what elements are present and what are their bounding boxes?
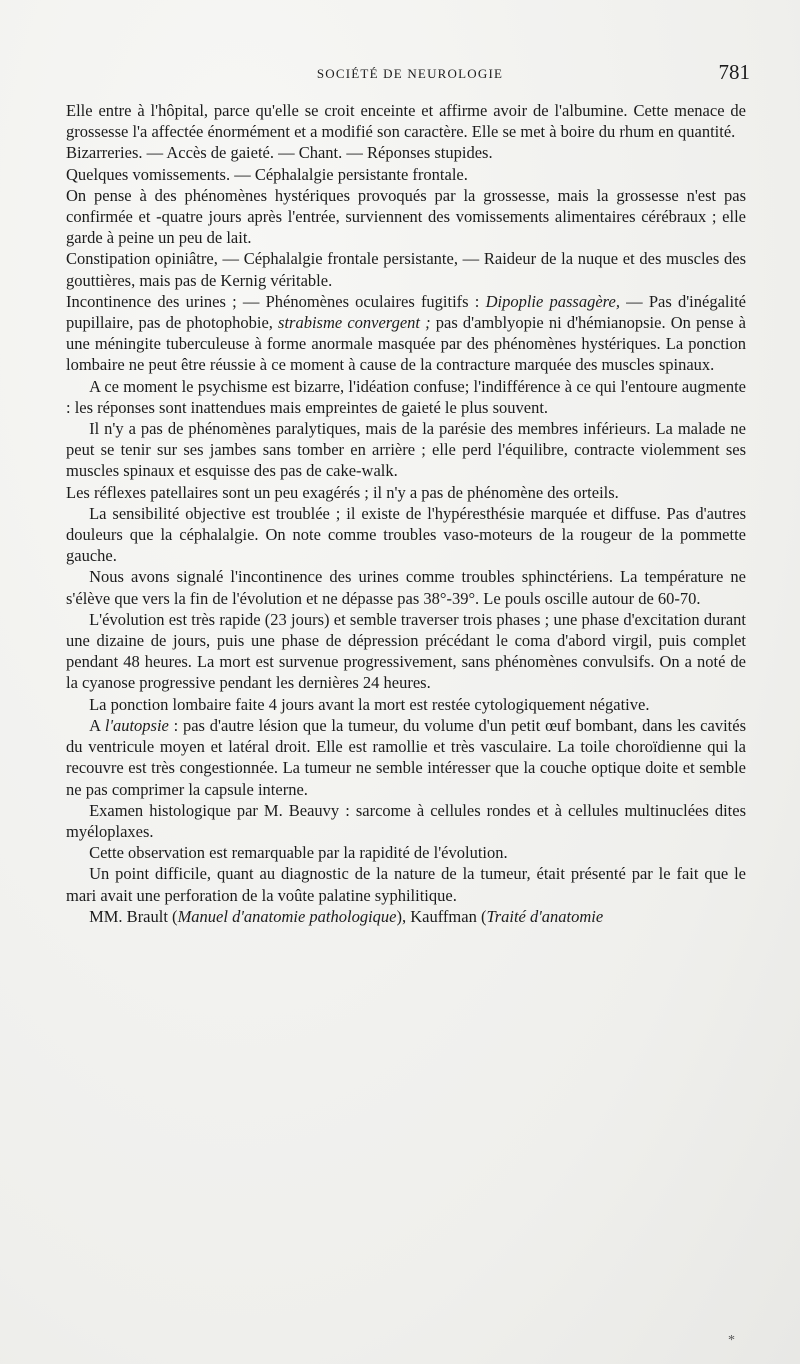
- italic-run: Manuel d'anatomie pathologique: [177, 906, 397, 926]
- text-run: : pas d'autre lésion que la tumeur, du volume d'un petit œuf bombant, dans les cavités du ventricule moyen et latéral droit. Elle est ramollie et très vasculaire. La toile choroïdienne qui la recouvre est très congestionnée. La tumeur ne semble intéresser que la couche optique doite et semble ne pas comprimer la capsule interne.: [66, 715, 746, 799]
- paragraph: La ponction lombaire faite 4 jours avant la mort est restée cytologiquement négative.: [89, 694, 650, 714]
- italic-run: strabisme convergent ;: [278, 313, 431, 333]
- paragraph: A ce moment le psychisme est bizarre, l'idéation confuse; l'indifférence à ce qui l'entoure augmente : les réponses sont inattendues mais empreintes de gaieté le plus souvent.: [66, 376, 746, 417]
- italic-run: Dipoplie passagère,: [485, 291, 620, 311]
- footer-mark: *: [728, 1333, 735, 1348]
- text-run: MM. Brault (: [89, 906, 178, 926]
- italic-run: l'autopsie: [104, 715, 169, 735]
- running-header: [70, 60, 750, 90]
- paragraph: [66, 906, 746, 927]
- paragraph: [66, 715, 746, 800]
- paragraph: Examen histologique par M. Beauvy : sarcome à cellules rondes et à cellules multinuclées dites myéloplaxes.: [66, 800, 746, 841]
- paragraph: Il n'y a pas de phénomènes paralytiques, mais de la parésie des membres inférieurs. La malade ne peut se tenir sur ses jambes sans tomber en arrière ; elle perd l'équilibre, contracte violemment ses muscles spinaux et esquisse des pas de cake-walk.: [66, 419, 746, 481]
- paragraph: La sensibilité objective est troublée ; il existe de l'hypéresthésie marquée et diffuse. Pas d'autres douleurs que la céphalalgie. On note comme troubles vaso-moteurs de la rougeur de la pommette gauche.: [66, 503, 746, 566]
- paragraph: L'évolution est très rapide (23 jours) et semble traverser trois phases ; une phase d'excitation durant une dizaine de jours, puis une phase de dépression précédant le coma d'abord virgil, puis complet pendant 48 heures. La mort est survenue progressivement, sans phénomènes convulsifs. On a noté de la cyanose progressive pendant les dernières 24 heures.: [66, 609, 746, 693]
- paragraph: On pense à des phénomènes hystériques provoqués par la grossesse, mais la grossesse n'est pas confirmée et -quatre jours après l'entrée, surviennent des vomissements alimentaires cérébraux ; elle garde à peine un peu de lait.: [66, 185, 746, 248]
- paragraph: Les réflexes patellaires sont un peu exagérés ; il n'y a pas de phénomène des orteils.: [66, 482, 619, 502]
- body-text: [66, 100, 746, 927]
- paragraph: Un point difficile, quant au diagnostic de la nature de la tumeur, était présenté par le fait que le mari avait une perforation de la voûte palatine syphilitique.: [66, 864, 746, 905]
- paragraph: Quelques vomissements. — Céphalalgie persistante frontale.: [66, 164, 468, 184]
- paragraph: Elle entre à l'hôpital, parce qu'elle se croit enceinte et affirme avoir de l'albumine. Cette menace de grossesse l'a affectée énormément et a modifié son caractère. Elle se met à boire du rhum en quantité.: [66, 101, 746, 142]
- text-run: ), Kauffman (: [396, 906, 487, 926]
- paragraph: Nous avons signalé l'incontinence des urines comme troubles sphinctériens. La température ne s'élève que vers la fin de l'évolution et ne dépasse pas 38°-39°. Le pouls oscille autour de 60-70.: [66, 567, 746, 608]
- text-run: Incontinence des urines ; — Phénomènes oculaires fugitifs :: [66, 291, 486, 311]
- paragraph: Bizarreries. — Accès de gaieté. — Chant. — Réponses stupides.: [66, 143, 493, 163]
- header-title: SOCIÉTÉ DE NEUROLOGIE: [316, 66, 504, 81]
- italic-run: Traité d'anatomie: [486, 906, 604, 926]
- paragraph: Cette observation est remarquable par la rapidité de l'évolution.: [89, 843, 508, 863]
- paragraph: Constipation opiniâtre, — Céphalalgie frontale persistante, — Raideur de la nuque et des muscles des gouttières, mais pas de Kernig véritable.: [66, 249, 746, 290]
- text-run: A: [89, 715, 105, 735]
- page-number: 781: [718, 60, 750, 84]
- text-run: pas d'amblyopie ni d'hémianopsie. On pense à une méningite tuberculeuse à forme anormale masquée par des phénomènes hystériques. La ponction lombaire ne peut être réussie à ce moment à cause de la contracture marquée des muscles spinaux.: [66, 313, 746, 375]
- paragraph: [66, 291, 746, 376]
- text-run: — Pas d'inégalité pupillaire, pas de photophobie,: [66, 291, 746, 333]
